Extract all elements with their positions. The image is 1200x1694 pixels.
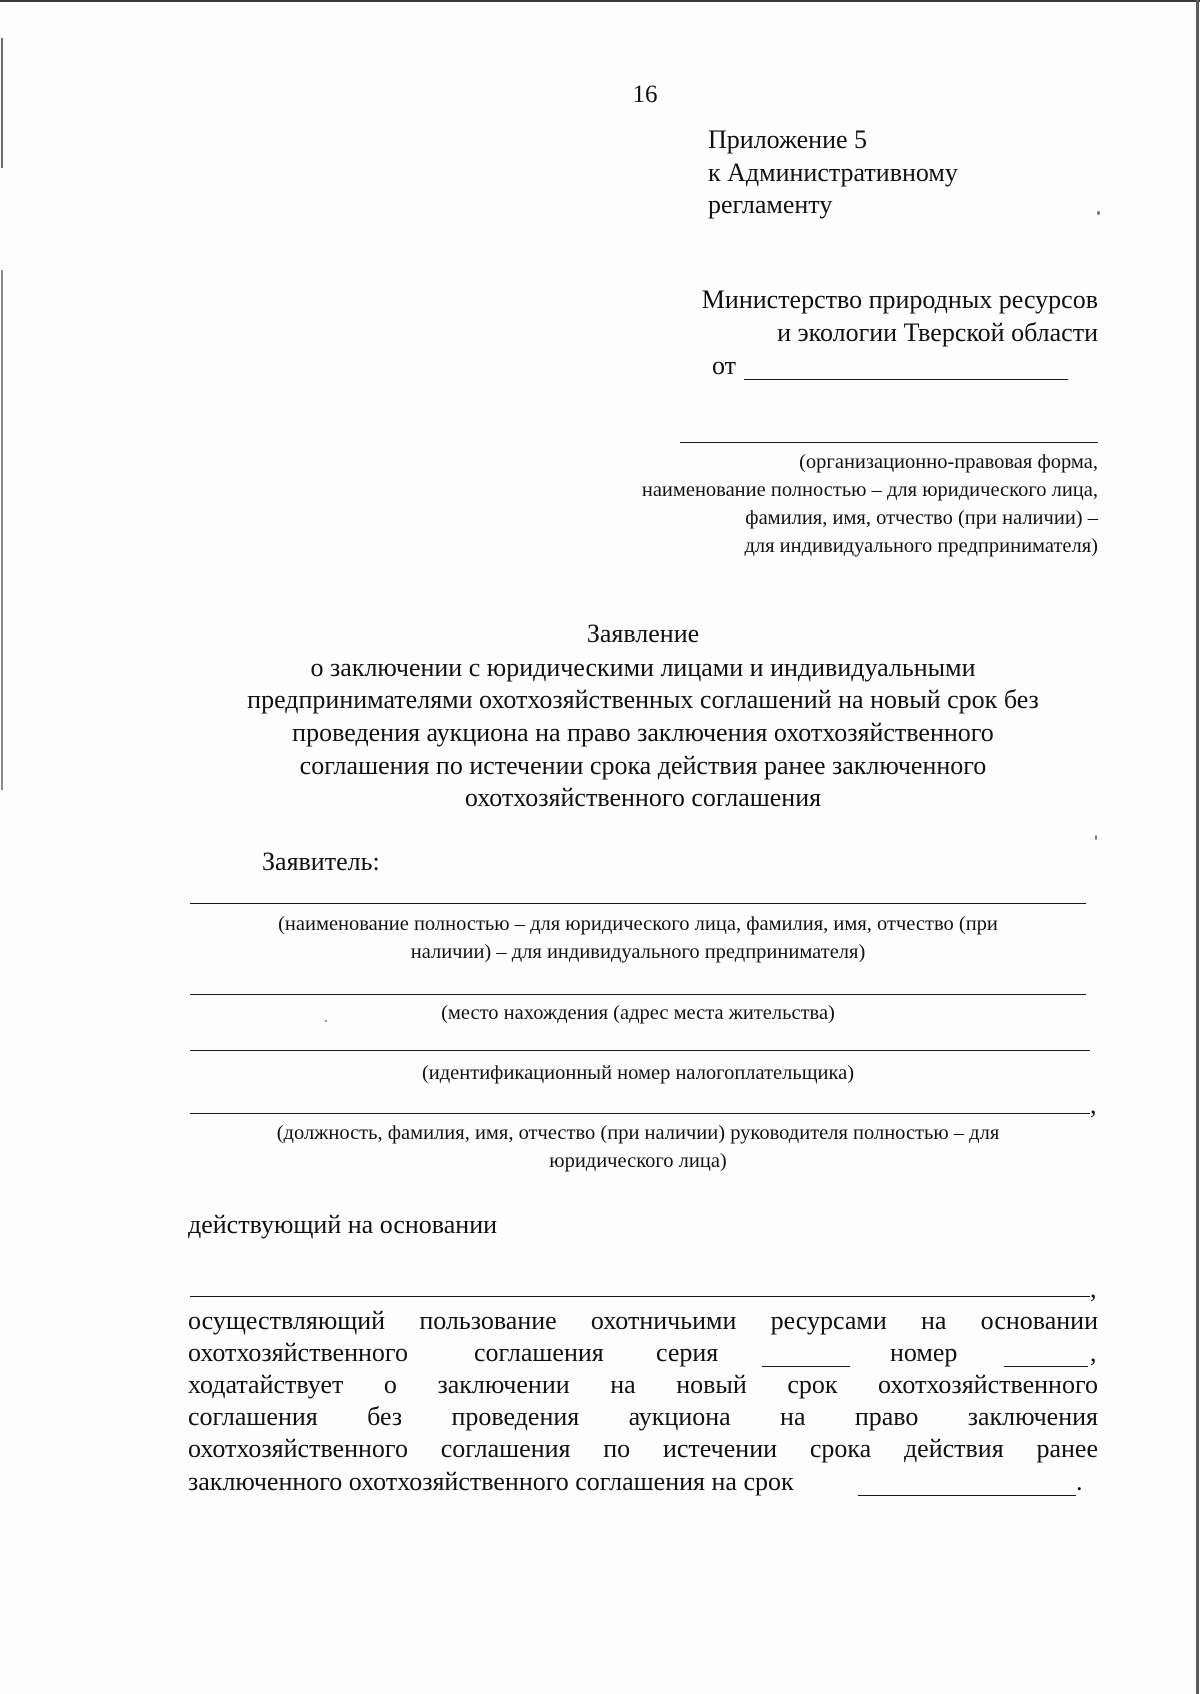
body-line-5: охотхозяйственного соглашения по истечении срока действия ранее <box>188 1434 1098 1463</box>
title-line-5: охотхозяйственного соглашения <box>464 783 822 812</box>
applicant-name-line[interactable] <box>190 903 1086 904</box>
scan-edge-top <box>0 0 1200 2</box>
number-field-line[interactable] <box>1004 1366 1088 1367</box>
body-line-1: осуществляющий пользование охотничьими ресурсами на основании <box>188 1306 1098 1335</box>
appendix-line-3: регламенту <box>708 190 833 219</box>
body-line-4: соглашения без проведения аукциона на право заключения <box>188 1402 1098 1431</box>
from-label: от <box>712 351 737 380</box>
body-line-2-part-1: охотхозяйственного <box>188 1338 408 1367</box>
appendix-line-2: к Административному <box>708 158 958 187</box>
addressee-line-2: и экологии Тверской области <box>777 318 1098 347</box>
body-line-2-comma: , <box>1090 1338 1097 1367</box>
applicant-inn-line[interactable] <box>190 1050 1090 1051</box>
appendix-line-1: Приложение 5 <box>708 125 868 154</box>
applicant-address-hint: (место нахождения (адрес места жительства) <box>441 1002 835 1024</box>
from-field-line[interactable] <box>744 379 1068 380</box>
applicant-name-hint-1: (наименование полностью – для юридического лица, фамилия, имя, отчество (при <box>278 913 998 935</box>
scan-speck <box>325 1020 327 1022</box>
body-line-6-end: . <box>1076 1467 1083 1496</box>
body-line-6: заключенного охотхозяйственного соглашения на срок <box>188 1467 794 1496</box>
addressee-line-1: Министерство природных ресурсов <box>701 285 1098 314</box>
page-number: 16 <box>632 81 658 108</box>
applicant-inn-hint: (идентификационный номер налогоплательщика) <box>421 1062 855 1084</box>
basis-comma: , <box>1090 1274 1097 1303</box>
body-line-3: ходатайствует о заключении на новый срок охотхозяйственного <box>188 1370 1098 1399</box>
scan-edge-right <box>1196 0 1199 1694</box>
addressee-hint-line-1: (организационно-правовая форма, <box>799 451 1098 473</box>
addressee-hint-line-2: наименование полностью – для юридического лица, <box>641 479 1098 501</box>
body-line-2-part-4: номер <box>890 1338 958 1367</box>
scan-edge-left-lower <box>1 270 3 790</box>
addressee-hint-line-4: для индивидуального предпринимателя) <box>744 535 1098 557</box>
applicant-label: Заявитель: <box>262 847 380 876</box>
applicant-name-hint-2: наличии) – для индивидуального предпринимателя) <box>410 941 866 963</box>
addressee-hint-line-3: фамилия, имя, отчество (при наличии) – <box>745 507 1098 529</box>
title-line-3: проведения аукциона на право заключения охотхозяйственного <box>292 718 994 747</box>
basis-label: действующий на основании <box>188 1210 498 1239</box>
applicant-address-line[interactable] <box>190 994 1086 995</box>
scan-speck <box>1097 211 1100 215</box>
series-field-line[interactable] <box>762 1366 850 1367</box>
applicant-name-line-top[interactable] <box>680 442 1098 443</box>
scan-speck <box>1095 835 1097 840</box>
applicant-head-hint-1: (должность, фамилия, имя, отчество (при наличии) руководителя полностью – для <box>276 1122 1000 1144</box>
applicant-head-hint-2: юридического лица) <box>549 1150 727 1172</box>
applicant-head-comma: , <box>1090 1090 1097 1119</box>
title-line-4: соглашения по истечении срока действия ранее заключенного <box>299 751 987 780</box>
applicant-head-line[interactable] <box>190 1113 1090 1114</box>
body-line-2-part-3: серия <box>656 1338 719 1367</box>
scan-edge-left <box>1 38 3 168</box>
body-line-2-part-2: соглашения <box>474 1338 604 1367</box>
term-field-line[interactable] <box>858 1495 1076 1496</box>
title-line-1: о заключении с юридическими лицами и индивидуальными <box>310 653 976 682</box>
basis-line[interactable] <box>190 1296 1090 1297</box>
title-line-2: предпринимателями охотхозяйственных соглашений на новый срок без <box>247 685 1039 714</box>
document-title: Заявление <box>586 619 700 648</box>
